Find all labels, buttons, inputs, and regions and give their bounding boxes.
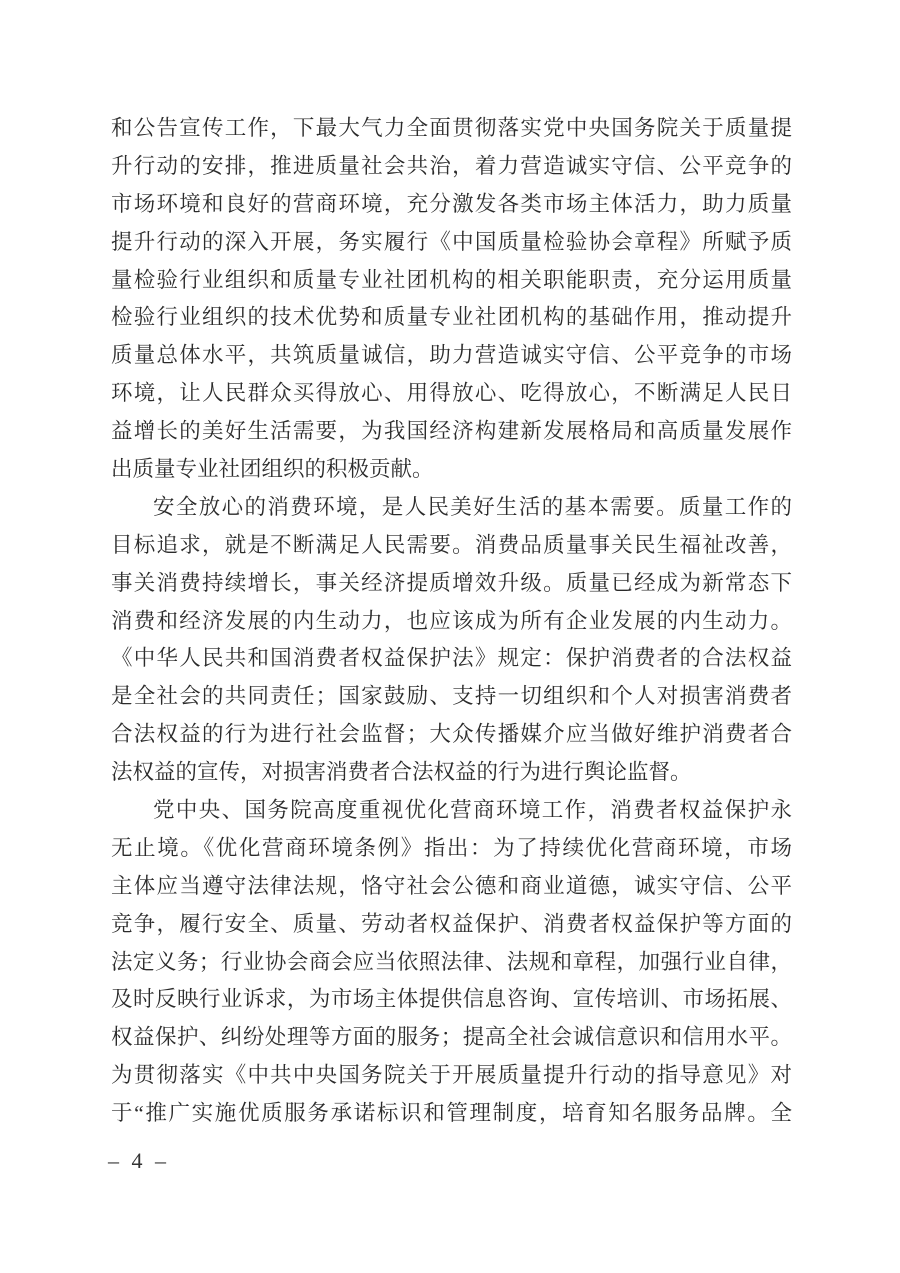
text-line: 法定义务；行业协会商会应当依照法律、法规和章程，加强行业自律， bbox=[111, 949, 792, 974]
text-line: 量检验行业组织和质量专业社团机构的相关职能职责，充分运用质量 bbox=[111, 267, 792, 292]
text-line: 事关消费持续增长，事关经济提质增效升级。质量已经成为新常态下 bbox=[111, 570, 792, 595]
text-line: 及时反映行业诉求，为市场主体提供信息咨询、宣传培训、市场拓展、 bbox=[111, 987, 792, 1012]
text-line: 为贯彻落实《中共中央国务院关于开展质量提升行动的指导意见》对 bbox=[111, 1063, 792, 1088]
document-body bbox=[111, 110, 792, 1133]
text-line: 于“推广实施优质服务承诺标识和管理制度，培育知名服务品牌。全 bbox=[111, 1101, 792, 1126]
text-line: 《中华人民共和国消费者权益保护法》规定：保护消费者的合法权益 bbox=[111, 646, 792, 671]
text-line: 升行动的安排，推进质量社会共治，着力营造诚实守信、公平竞争的 bbox=[111, 153, 792, 178]
paragraph bbox=[111, 489, 792, 792]
text-line: 市场环境和良好的营商环境，充分激发各类市场主体活力，助力质量 bbox=[111, 191, 792, 216]
paragraph bbox=[111, 110, 792, 489]
text-line: 质量总体水平，共筑质量诚信，助力营造诚实守信、公平竞争的市场 bbox=[111, 343, 792, 368]
text-line: 和公告宣传工作，下最大气力全面贯彻落实党中央国务院关于质量提 bbox=[111, 116, 792, 140]
text-line: 竞争，履行安全、质量、劳动者权益保护、消费者权益保护等方面的 bbox=[111, 911, 792, 936]
page-number: – 4 – bbox=[108, 1148, 168, 1173]
text-line: 党中央、国务院高度重视优化营商环境工作，消费者权益保护永 bbox=[153, 798, 792, 823]
paragraph bbox=[111, 792, 792, 1133]
text-line: 主体应当遵守法律法规，恪守社会公德和商业道德，诚实守信、公平 bbox=[111, 873, 792, 898]
text-line: 目标追求，就是不断满足人民需要。消费品质量事关民生福祉改善， bbox=[111, 532, 792, 557]
text-line: 益增长的美好生活需要，为我国经济构建新发展格局和高质量发展作 bbox=[111, 419, 792, 444]
text-line: 法权益的宣传，对损害消费者合法权益的行为进行舆论监督。 bbox=[111, 760, 692, 785]
text-line: 权益保护、纠纷处理等方面的服务；提高全社会诚信意识和信用水平。 bbox=[111, 1025, 792, 1050]
text-line: 提升行动的深入开展，务实履行《中国质量检验协会章程》所赋予质 bbox=[111, 229, 792, 254]
text-line: 合法权益的行为进行社会监督；大众传播媒介应当做好维护消费者合 bbox=[111, 722, 792, 747]
text-line: 是全社会的共同责任；国家鼓励、支持一切组织和个人对损害消费者 bbox=[111, 684, 792, 709]
text-line: 检验行业组织的技术优势和质量专业社团机构的基础作用，推动提升 bbox=[111, 305, 792, 330]
text-line: 消费和经济发展的内生动力，也应该成为所有企业发展的内生动力。 bbox=[111, 608, 792, 633]
text-line: 环境，让人民群众买得放心、用得放心、吃得放心，不断满足人民日 bbox=[111, 381, 792, 406]
text-line: 无止境。《优化营商环境条例》指出：为了持续优化营商环境，市场 bbox=[111, 835, 792, 860]
text-line: 安全放心的消费环境，是人民美好生活的基本需要。质量工作的 bbox=[153, 494, 792, 519]
text-line: 出质量专业社团组织的积极贡献。 bbox=[111, 457, 434, 482]
